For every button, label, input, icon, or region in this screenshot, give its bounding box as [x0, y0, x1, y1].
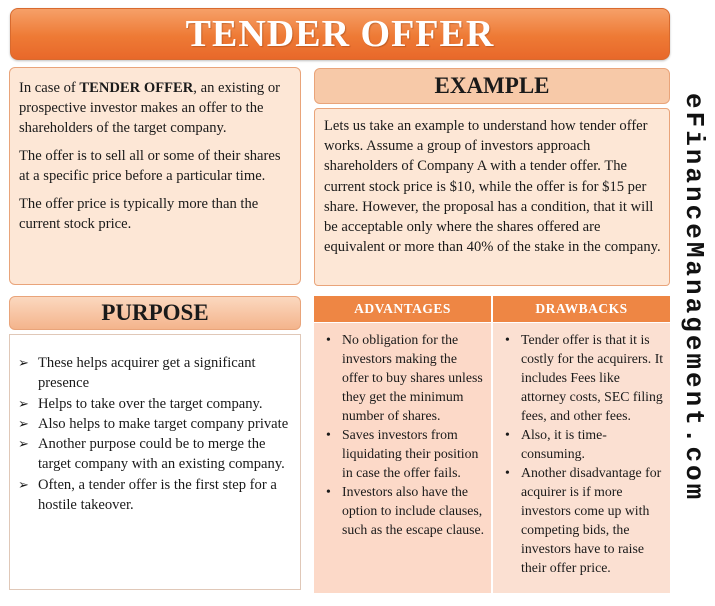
list-item [18, 414, 294, 434]
watermark [676, 48, 712, 548]
drawbacks-list [499, 330, 664, 577]
advantage-item-text: No obligation for the investors making the offer to buy shares unless they get the minimum number of shares. [342, 332, 483, 423]
definition-intro [19, 78, 292, 138]
advantages-heading: ADVANTAGES [314, 296, 491, 322]
list-item [320, 425, 485, 482]
list-item [320, 482, 485, 539]
definition-para-2: The offer is to sell all or some of their shares at a specific price before a particular time. [19, 148, 281, 184]
arrow-bullet-icon: ➢ [18, 436, 29, 452]
list-item [18, 353, 294, 394]
arrow-bullet-icon: ➢ [18, 395, 29, 411]
list-item [18, 475, 294, 516]
arrow-bullet-icon: ➢ [18, 415, 29, 431]
purpose-heading: PURPOSE [9, 296, 301, 330]
list-item [499, 425, 664, 463]
watermark-text: eFinanceManagement.com [679, 93, 709, 503]
definition-intro-term: TENDER OFFER [79, 80, 194, 96]
drawback-item-text: Another disadvantage for acquirer is if more investors come up with competing bids, the investors have to raise their offer price. [521, 465, 662, 575]
list-item [18, 394, 294, 414]
list-item [320, 330, 485, 425]
arrow-bullet-icon: ➢ [18, 476, 29, 492]
arrow-bullet-icon: ➢ [18, 355, 29, 370]
list-item [499, 463, 664, 577]
bullet-dot-icon: • [505, 465, 510, 480]
purpose-item-text: Helps to take over the target company. [38, 395, 263, 412]
bullet-dot-icon: • [505, 427, 510, 442]
title-banner [10, 8, 670, 60]
purpose-item-text: These helps acquirer get a significant presence [38, 355, 256, 392]
advantage-item-text: Saves investors from liquidating their position in case the offer fails. [342, 427, 479, 480]
purpose-list [18, 353, 294, 515]
bullet-dot-icon: • [326, 427, 331, 442]
example-text: Lets us take an example to understand how tender offer works. Assume a group of investors approach shareholders of Company A with a tender offer. The current stock price is $10, while the offer is for $15 per share. However, the proposal has a condition, that it will be acceptable only where the shares offered are equivalent or more than 40% of the stake in the company. [314, 108, 670, 286]
purpose-panel [9, 334, 301, 590]
drawback-item-text: Tender offer is that it is costly for the acquirers. It includes Fees like attorney costs, SEC filing fees, and other fees. [521, 332, 664, 423]
advantage-item-text: Investors also have the option to include clauses, such as the escape clause. [342, 484, 485, 537]
advantages-panel [314, 323, 491, 593]
drawbacks-heading: DRAWBACKS [493, 296, 670, 322]
drawback-item-text: Also, it is time-consuming. [521, 427, 607, 461]
definition-intro-rest: , an existing or prospective investor makes an offer to the shareholders of the target company. [19, 80, 281, 136]
page-title: TENDER OFFER [185, 13, 495, 55]
example-heading: EXAMPLE [314, 68, 670, 104]
purpose-item-text: Often, a tender offer is the first step for a hostile takeover. [38, 476, 277, 514]
advantages-list [320, 330, 485, 539]
purpose-item-text: Another purpose could be to merge the target company with an existing company. [38, 436, 285, 473]
list-item [499, 330, 664, 425]
bullet-dot-icon: • [326, 332, 331, 347]
purpose-item-text: Also helps to make target company private [38, 415, 289, 432]
definition-panel [9, 67, 301, 285]
drawbacks-panel [493, 323, 670, 593]
bullet-dot-icon: • [326, 484, 331, 499]
definition-intro-prefix: In case of [19, 80, 80, 96]
list-item [18, 434, 294, 475]
definition-para-3: The offer price is typically more than the current stock price. [19, 196, 259, 232]
bullet-dot-icon: • [505, 332, 510, 347]
